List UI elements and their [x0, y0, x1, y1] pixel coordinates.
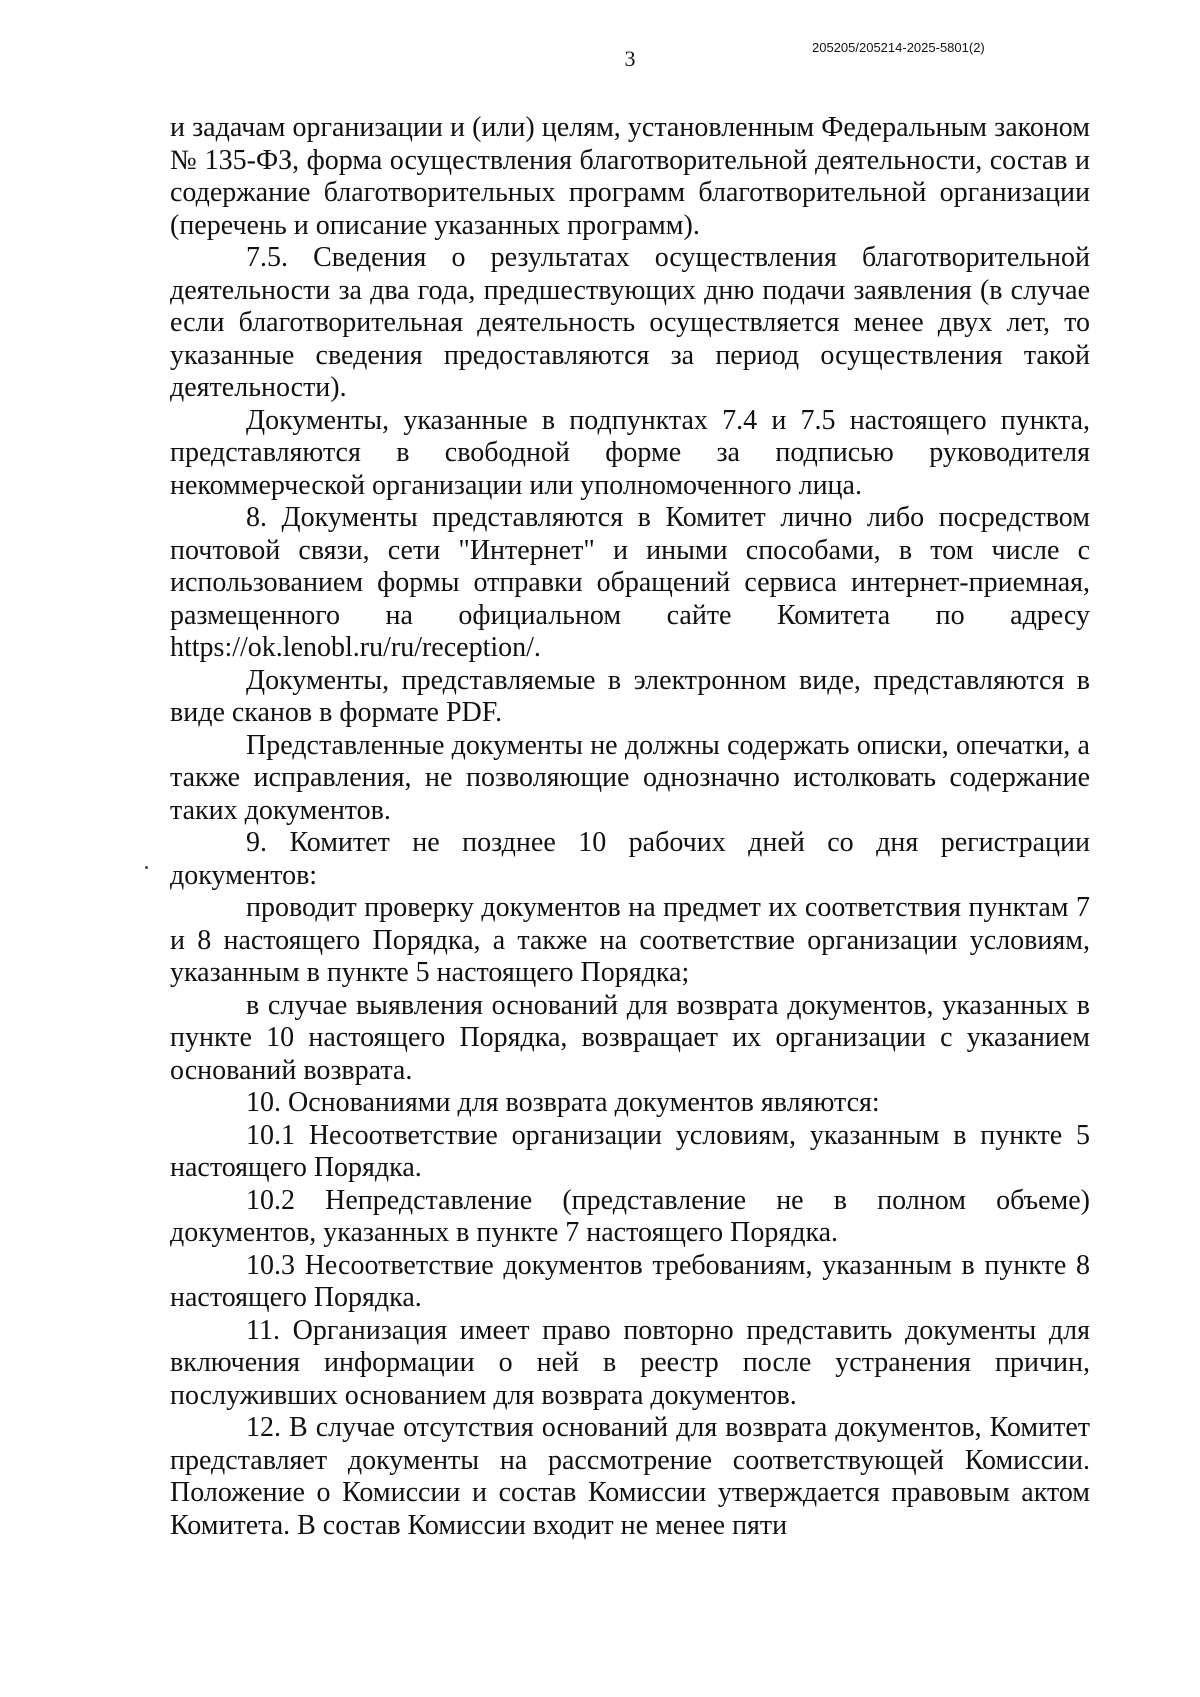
- paragraph-9: 9. Комитет не позднее 10 рабочих дней со дня регистрации документов:: [170, 827, 1090, 891]
- paragraph-10: 10. Основаниями для возврата документов являются:: [246, 1087, 880, 1118]
- paragraph-8: 8. Документы представляются в Комитет лично либо посредством почтовой связи, сети "Интернет" и иными способами, в том числе с использованием формы отправки обращений сервиса интернет-приемная, размещенного на официальном сайте Комитета по адресу https://ok.lenobl.ru/ru/reception/.: [170, 502, 1090, 663]
- paragraph-10-2: 10.2 Непредставление (представление не в полном объеме) документов, указанных в пункте 7 настоящего Порядка.: [170, 1184, 1090, 1248]
- paragraph-electronic-documents: Документы, представляемые в электронном виде, представляются в виде сканов в формате PDF.: [170, 664, 1090, 728]
- scan-artifact-dot: [145, 866, 148, 869]
- paragraph-no-errors: Представленные документы не должны содержать описки, опечатки, а также исправления, не позволяющие однозначно истолковать содержание таких документов.: [170, 729, 1090, 826]
- page-number: 3: [624, 46, 636, 71]
- paragraph-9-return: в случае выявления оснований для возврата документов, указанных в пункте 10 настоящего Порядка, возвращает их организации с указанием оснований возврата.: [170, 989, 1090, 1086]
- paragraph-10-1: 10.1 Несоответствие организации условиям, указанным в пункте 5 настоящего Порядка.: [170, 1119, 1090, 1183]
- paragraph-7-5: 7.5. Сведения о результатах осуществления благотворительной деятельности за два года, предшествующих дню подачи заявления (в случае если благотворительная деятельность осуществляется менее двух лет, то указанные сведения предоставляются за период осуществления такой деятельности).: [170, 242, 1090, 403]
- paragraph-continuation: и задачам организации и (или) целям, установленным Федеральным законом № 135-ФЗ, форма осуществления благотворительной деятельности, состав и содержание благотворительных программ благотворительной организации (перечень и описание указанных программ).: [170, 112, 1090, 241]
- paragraph-documents-7-4-7-5: Документы, указанные в подпунктах 7.4 и 7.5 настоящего пункта, представляются в свободной форме за подписью руководителя некоммерческой организации или уполномоченного лица.: [170, 404, 1090, 501]
- paragraph-10-3: 10.3 Несоответствие документов требованиям, указанным в пункте 8 настоящего Порядка.: [170, 1249, 1090, 1313]
- paragraph-11: 11. Организация имеет право повторно представить документы для включения информации о ней в реестр после устранения причин, послуживших основанием для возврата документов.: [170, 1314, 1090, 1411]
- document-body: [170, 112, 1090, 1542]
- paragraph-9-check: проводит проверку документов на предмет их соответствия пунктам 7 и 8 настоящего Порядка, а также на соответствие организации условиям, указанным в пункте 5 настоящего Порядка;: [170, 892, 1090, 988]
- paragraph-12: 12. В случае отсутствия оснований для возврата документов, Комитет представляет документы на рассмотрение соответствующей Комиссии. Положение о Комиссии и состав Комиссии утверждается правовым актом Комитета. В состав Комиссии входит не менее пяти: [170, 1412, 1090, 1541]
- document-id: 205205/205214-2025-5801(2): [812, 40, 985, 55]
